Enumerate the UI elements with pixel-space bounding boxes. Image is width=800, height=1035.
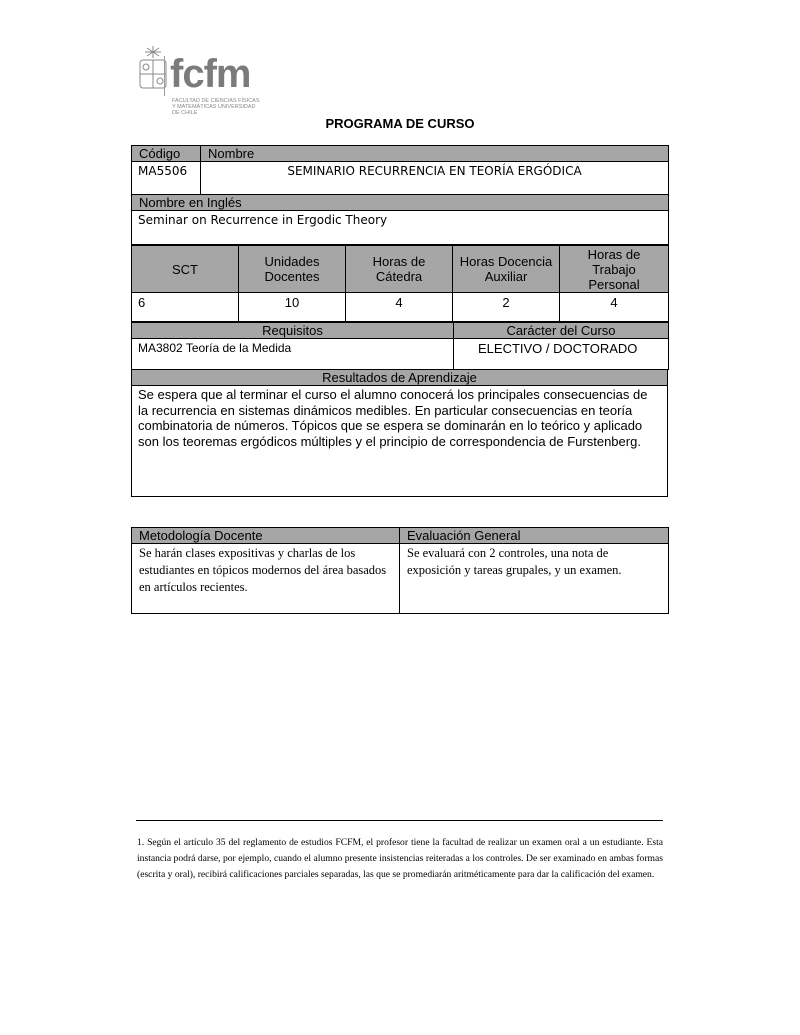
footnote-divider (136, 820, 663, 821)
course-info-table (131, 145, 669, 245)
footnote: 1. Según el artículo 35 del reglamento de estudios FCFM, el profesor tiene la facultad de realizar un examen oral a un estudiante. Esta instancia podrá darse, por ejemplo, cuando el alumno presente insistencias reiteradas a los controles. De ser examinado en ambas formas (escrita y oral), recibirá calificaciones parciales separadas, las que se promediarán aritméticamente para dar la calificación del examen. (137, 837, 663, 880)
lecture-hours-value: 4 (346, 293, 453, 322)
course-code: MA5506 (132, 162, 201, 195)
character-header: Carácter del Curso (454, 323, 669, 339)
english-name: Seminar on Recurrence in Ergodic Theory (132, 211, 669, 245)
name-header: Nombre (201, 146, 669, 162)
requirements-value: MA3802 Teoría de la Medida (132, 339, 454, 370)
personal-hours-value: 4 (560, 293, 669, 322)
aux-hours-header: Horas Docencia Auxiliar (453, 246, 560, 293)
units-header: Unidades Docentes (239, 246, 346, 293)
page-title: PROGRAMA DE CURSO (325, 116, 475, 131)
personal-hours-header: Horas de Trabajo Personal (560, 246, 669, 293)
learning-table (131, 369, 668, 497)
hours-table (131, 245, 669, 322)
methodology-text: Se harán clases expositivas y charlas de los estudiantes en tópicos modernos del área basados en artículos recientes. (132, 544, 400, 614)
logo-subtitle: FACULTAD DE CIENCIAS FÍSICAS Y MATEMÁTICAS UNIVERSIDAD DE CHILE (172, 98, 260, 116)
evaluation-header: Evaluación General (400, 528, 669, 544)
english-name-header: Nombre en Inglés (132, 195, 669, 211)
sct-header: SCT (132, 246, 239, 293)
course-name: SEMINARIO RECURRENCIA EN TEORÍA ERGÓDICA (201, 162, 669, 195)
methodology-header: Metodología Docente (132, 528, 400, 544)
lecture-hours-header: Horas de Cátedra (346, 246, 453, 293)
logo-wordmark: fcfm (170, 52, 251, 96)
units-value: 10 (239, 293, 346, 322)
character-value: ELECTIVO / DOCTORADO (454, 339, 669, 370)
sct-value: 6 (132, 293, 239, 322)
requirements-header: Requisitos (132, 323, 454, 339)
evaluation-text: Se evaluará con 2 controles, una nota de exposición y tareas grupales, y un examen. (400, 544, 669, 614)
requirements-table (131, 322, 669, 370)
aux-hours-value: 2 (453, 293, 560, 322)
code-header: Código (132, 146, 201, 162)
learning-header: Resultados de Aprendizaje (132, 370, 668, 386)
methodology-table (131, 527, 669, 614)
learning-text: Se espera que al terminar el curso el alumno conocerá los principales consecuencias de la recurrencia en sistemas dinámicos medibles. En particular consecuencias en teoría combinatoria de números. Tópicos que se espera se dominarán en lo teórico y aplicado son los teoremas ergódicos múltiples y el principio de correspondencia de Furstenberg. (132, 386, 668, 497)
